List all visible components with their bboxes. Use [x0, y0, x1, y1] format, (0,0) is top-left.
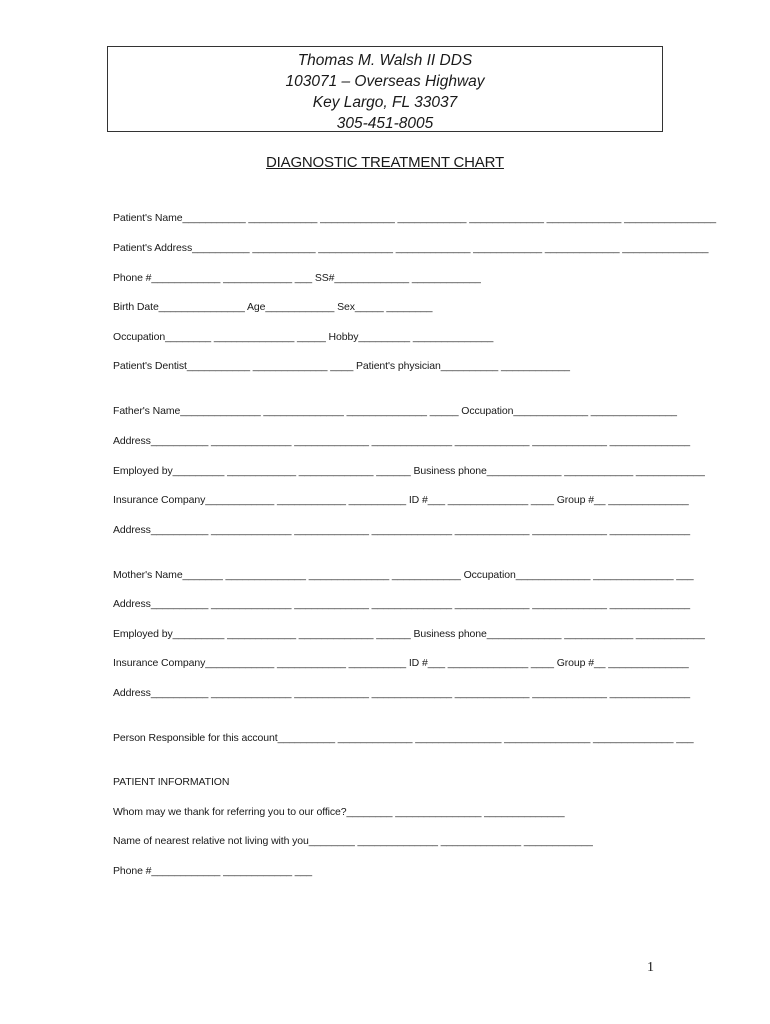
referral-field[interactable]: Whom may we thank for referring you to our office?________ _______________ ______________: [113, 806, 565, 818]
mother-address2-field[interactable]: Address__________ ______________ _____________ ______________ _____________ _____________ ______________: [113, 687, 691, 699]
occupation-hobby-field[interactable]: Occupation________ ______________ _____ Hobby_________ ______________: [113, 331, 494, 343]
father-employed-field[interactable]: Employed by_________ ____________ _____________ ______ Business phone_____________ ____________ ____________: [113, 465, 705, 477]
page-title: DIAGNOSTIC TREATMENT CHART: [266, 154, 504, 171]
responsible-party-field[interactable]: Person Responsible for this account__________ _____________ _______________ _______________ ______________ ___: [113, 732, 694, 744]
phone-ss-field[interactable]: Phone #____________ ____________ ___ SS#_____________ ____________: [113, 272, 481, 284]
mother-address-field[interactable]: Address__________ ______________ _____________ ______________ _____________ _____________ ______________: [113, 598, 691, 610]
father-name-field[interactable]: Father's Name______________ ______________ ______________ _____ Occupation_____________ _______________: [113, 405, 677, 417]
birth-age-sex-field[interactable]: Birth Date_______________ Age____________ Sex_____ ________: [113, 301, 433, 313]
father-address-field[interactable]: Address__________ ______________ _____________ ______________ _____________ _____________ ______________: [113, 435, 691, 447]
mother-name-field[interactable]: Mother's Name_______ ______________ ______________ ____________ Occupation_____________ ______________ ___: [113, 569, 694, 581]
patient-information-heading: PATIENT INFORMATION: [113, 776, 230, 788]
relative-phone-field[interactable]: Phone #____________ ____________ ___: [113, 865, 313, 877]
father-address2-field[interactable]: Address__________ ______________ _____________ ______________ _____________ _____________ ______________: [113, 524, 691, 536]
mother-employed-field[interactable]: Employed by_________ ____________ _____________ ______ Business phone_____________ ____________ ____________: [113, 628, 705, 640]
patient-address-field[interactable]: Patient's Address__________ ___________ _____________ _____________ ____________ _____________ _______________: [113, 242, 709, 254]
father-insurance-field[interactable]: Insurance Company____________ ____________ __________ ID #___ ______________ ____ Group #__ ______________: [113, 494, 689, 506]
practice-phone: 305-451-8005: [336, 115, 434, 132]
mother-insurance-field[interactable]: Insurance Company____________ ____________ __________ ID #___ ______________ ____ Group #__ ______________: [113, 657, 689, 669]
practice-name: Thomas M. Walsh II DDS: [297, 52, 473, 69]
practice-header: [107, 46, 663, 132]
page-number: 1: [647, 960, 654, 975]
practice-city: Key Largo, FL 33037: [312, 94, 458, 111]
patient-name-field[interactable]: Patient's Name___________ ____________ _____________ ____________ _____________ _____________ ________________: [113, 212, 716, 224]
practice-street: 103071 – Overseas Highway: [285, 73, 485, 90]
nearest-relative-field[interactable]: Name of nearest relative not living with you________ ______________ ______________ ____________: [113, 835, 593, 847]
dentist-physician-field[interactable]: Patient's Dentist___________ _____________ ____ Patient's physician__________ ____________: [113, 360, 570, 372]
